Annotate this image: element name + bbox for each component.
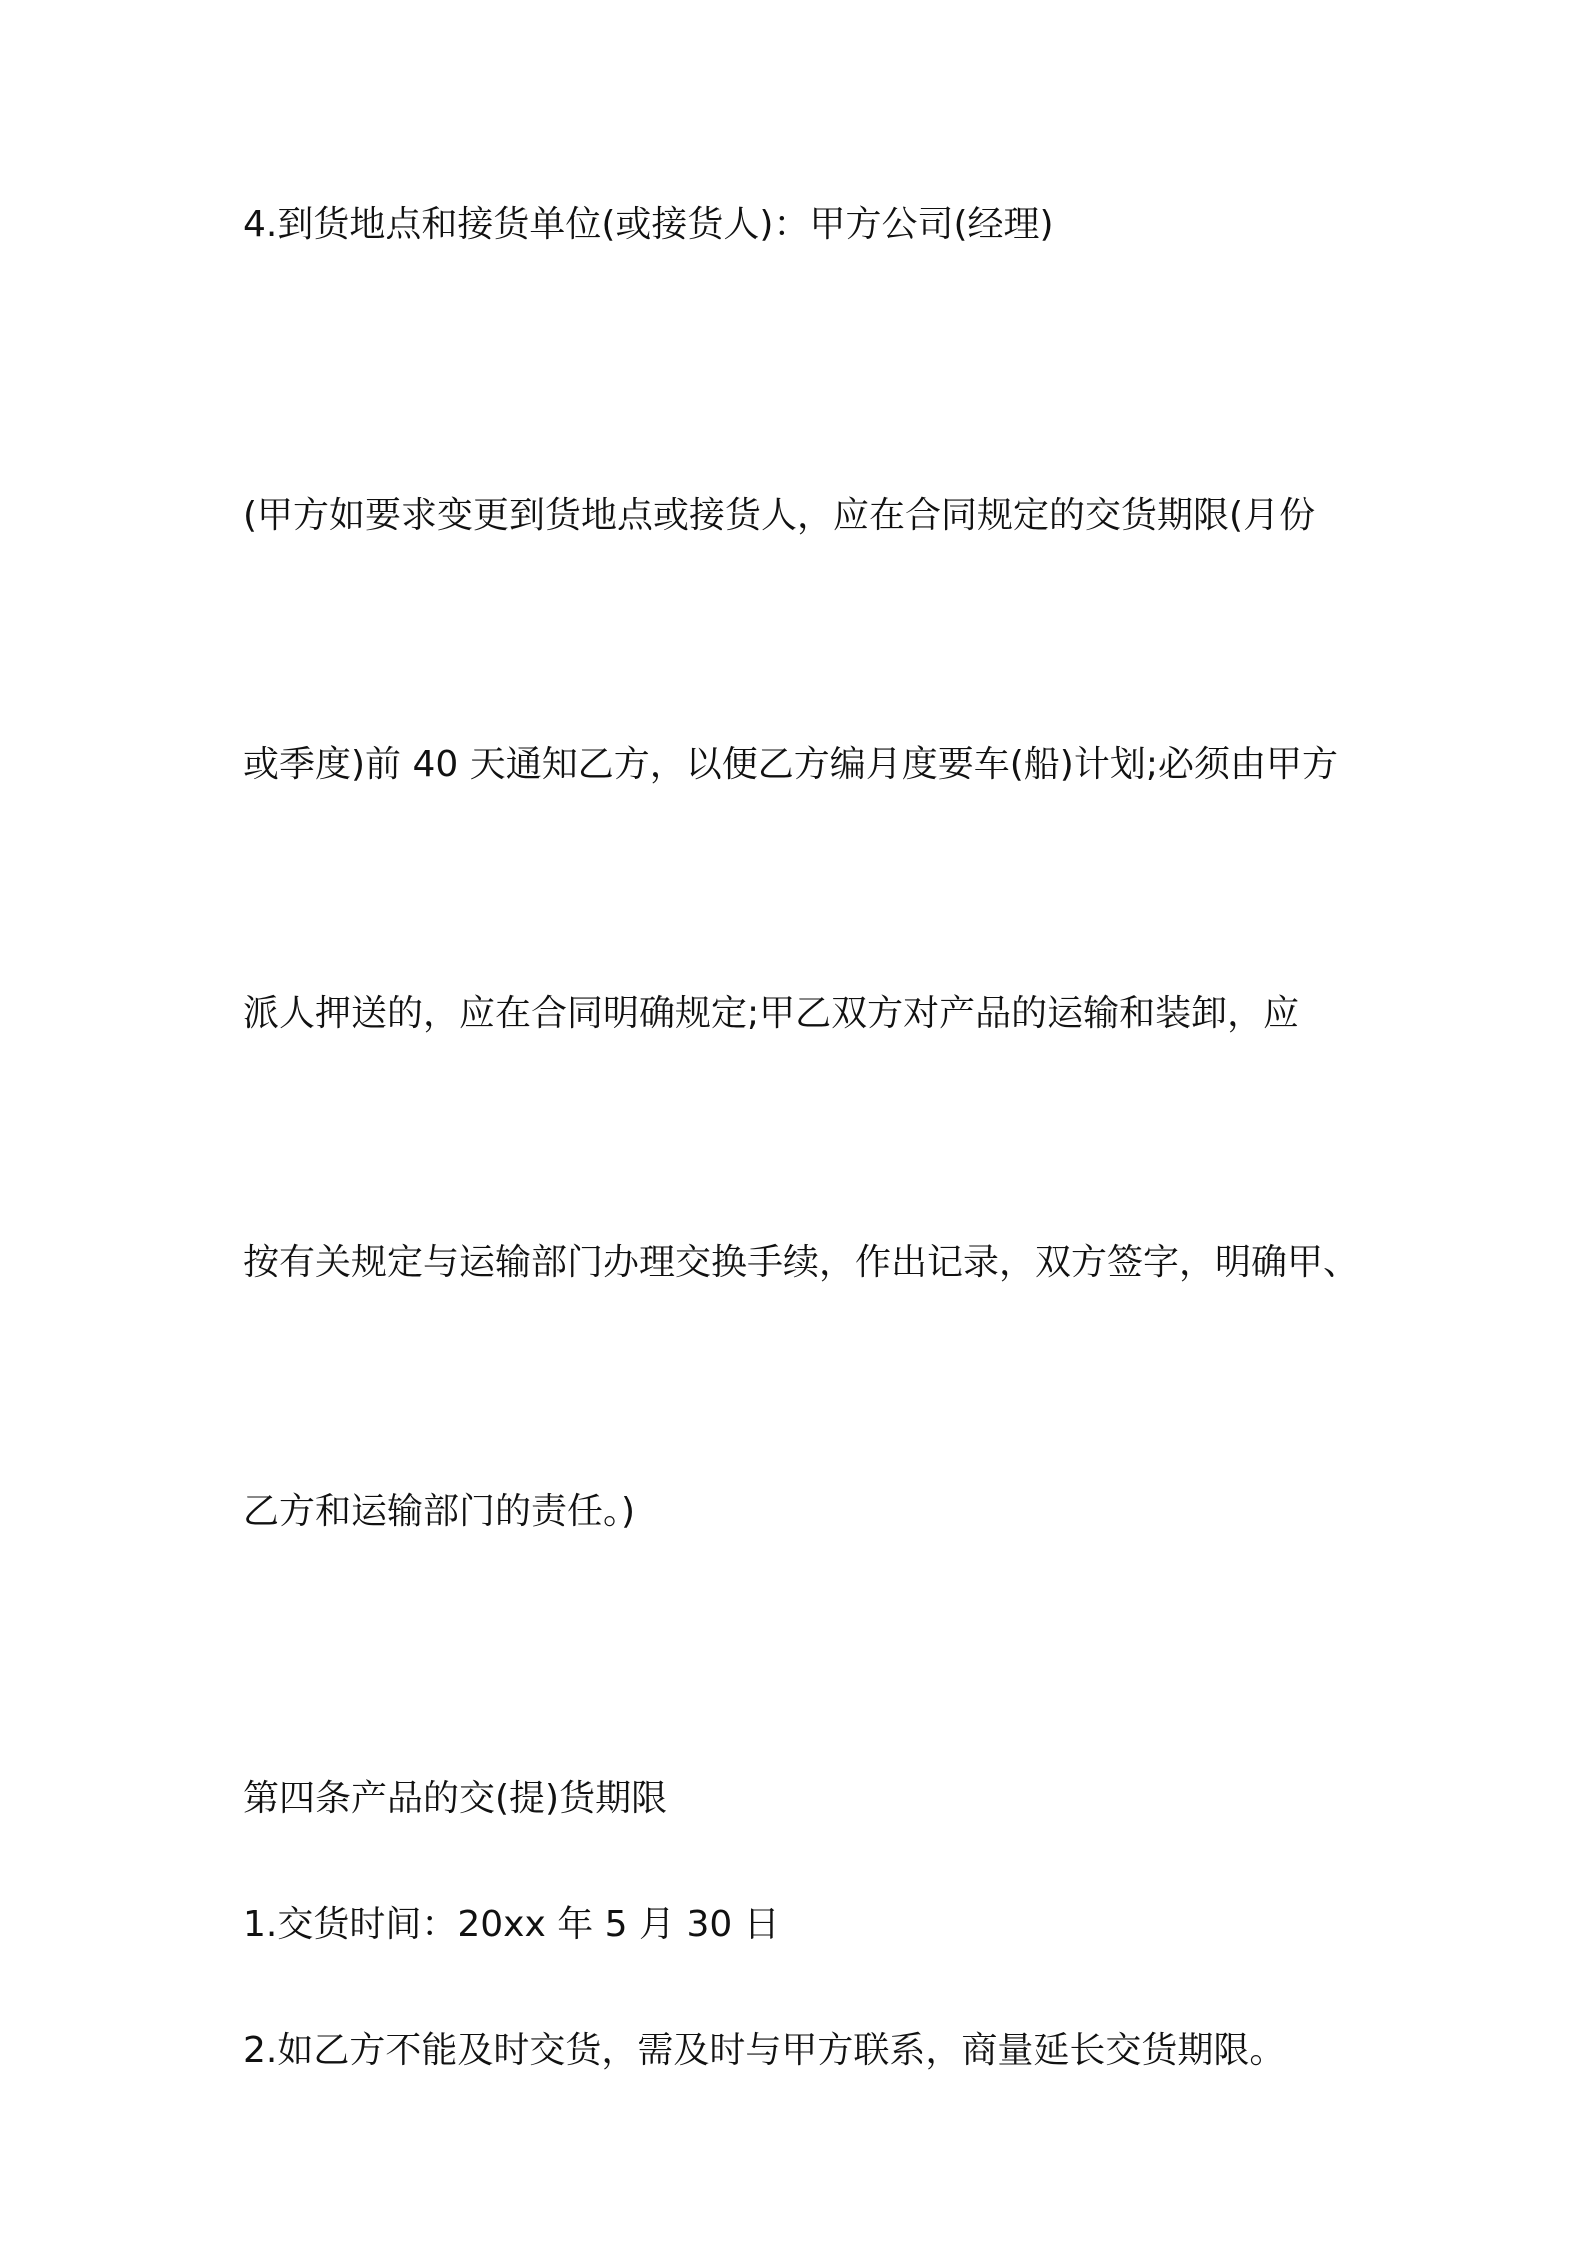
article-4-heading: 第四条产品的交(提)货期限	[243, 1778, 668, 1819]
delay-clause: 2.如乙方不能及时交货，需及时与甲方联系，商量延长交货期限。	[243, 2030, 1286, 2071]
note-line: 乙方和运输部门的责任。)	[243, 1491, 636, 1532]
note-line: 或季度)前 40 天通知乙方，以便乙方编月度要车(船)计划;必须由甲方	[243, 744, 1338, 785]
note-line: 按有关规定与运输部门办理交换手续，作出记录，双方签字，明确甲、	[243, 1242, 1360, 1283]
note-line: 派人押送的，应在合同明确规定;甲乙双方对产品的运输和装卸，应	[243, 993, 1300, 1034]
delivery-change-note	[243, 308, 1363, 1719]
delivery-time-clause: 1.交货时间：20xx 年 5 月 30 日	[243, 1904, 780, 1945]
note-line: (甲方如要求变更到货地点或接货人，应在合同规定的交货期限(月份	[243, 495, 1316, 536]
document-body	[243, 205, 1363, 2157]
item-4-delivery-location: 4.到货地点和接货单位(或接货人)：甲方公司(经理)	[243, 204, 1054, 245]
